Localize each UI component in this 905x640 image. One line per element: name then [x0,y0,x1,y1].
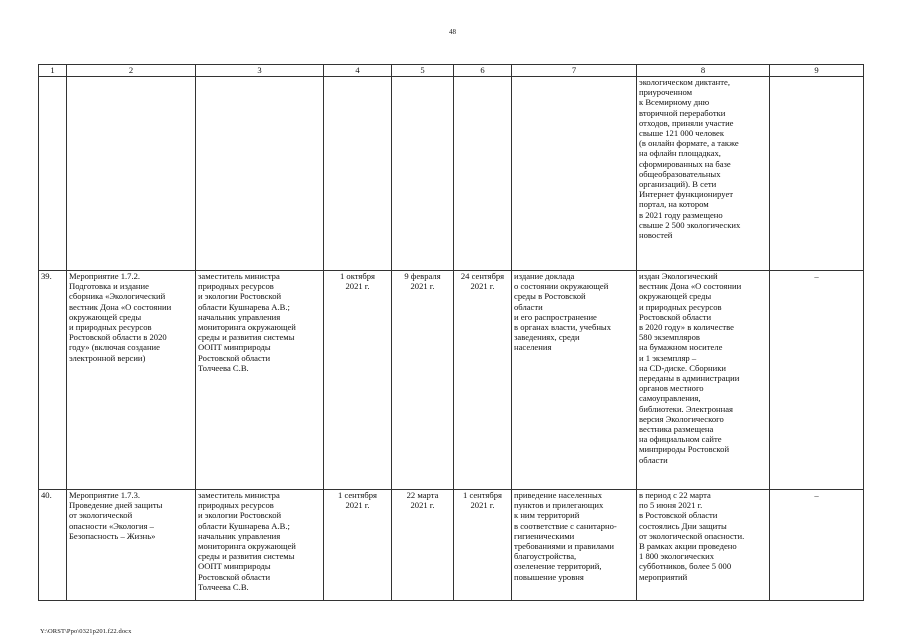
cell-line: и природных ресурсов [639,301,722,312]
cell-line: ООПТ минприроды [198,561,271,572]
report-table [38,64,864,601]
cell-line: на офлайн площадках, [639,148,721,159]
cell-line: в органах власти, учебных [514,322,611,333]
cell-line: 22 марта [406,490,439,500]
cell-line: от экологической опасности. [639,530,745,541]
cell-line: вестник Дона «О состоянии [69,301,172,312]
cell-line: электронной версии) [69,352,146,363]
header-cell-2: 2 [67,65,196,77]
cell-line: 2021 г. [410,500,435,511]
cont-cell-num [39,77,67,271]
cell-line: природных ресурсов [198,500,274,511]
footer-file-path: Y:\ORST\Ppo\0321p201.f22.docx [40,628,132,635]
cell-line: окружающей среды [69,311,142,322]
cell-line: субботников, более 5 000 [639,561,732,572]
cell-line: к ним территорий [514,510,580,521]
cell-line: свыше 121 000 человек [639,128,725,139]
cell-line: 2021 г. [470,281,495,292]
header-cell-7: 7 [512,65,637,77]
cell-line: 1 800 экологических [639,551,715,562]
cell-line: издание доклада [514,271,575,281]
cell-line: 2021 г. [345,281,370,292]
actual-result [637,271,770,490]
cell-line: среды в Ростовской [514,291,586,302]
cell-line: пунктов и прилегающих [514,500,604,511]
event-name [67,271,196,490]
cell-line: Подготовка и издание [69,281,149,292]
cell-line: организаций). В сети [639,179,717,190]
cell-line: 2021 г. [410,281,435,292]
cell-line: 2021 г. [470,500,495,511]
date-start [392,490,454,601]
cont-cell-responsible [196,77,324,271]
cell-line: заместитель министра [198,490,280,500]
cell-line: Безопасность – Жизнь» [69,530,156,541]
cell-line: Толчеева С.В. [198,581,249,592]
cell-line: в соответствие с санитарно- [514,520,617,531]
cell-line: окружающей среды [639,291,712,302]
cell-line: ООПТ минприроды [198,342,271,353]
cell-line: Проведение дней защиты [69,500,163,511]
responsible-person [196,271,324,490]
cell-line: 2021 г. [345,500,370,511]
cell-line: приведение населенных [514,490,603,500]
header-cell-8: 8 [637,65,770,77]
cell-line: органов местного [639,383,704,394]
cell-line: версия Экологического [639,413,724,424]
cell-line: области [639,454,668,465]
cell-line: сборника «Экологический [69,291,166,302]
header-cell-9: 9 [770,65,864,77]
cell-line: на CD-диске. Сборники [639,362,726,373]
cell-line: библиотеки. Электронная [639,403,733,414]
note: – [770,271,864,490]
cell-line: В рамках акции проведено [639,541,737,552]
cell-line: вторичной переработки [639,107,726,118]
cell-line: Ростовской области [198,571,271,582]
cell-line: среды и развития системы [198,332,295,343]
cell-line: повышение уровня [514,571,584,582]
cell-line: области Кушнарева А.В.; [198,301,290,312]
cont-cell-date-plan [324,77,392,271]
header-cell-4: 4 [324,65,392,77]
cell-line: по 5 июня 2021 г. [639,500,703,511]
event-name [67,490,196,601]
cell-line: сформированных на базе [639,158,731,169]
cont-cell-date-end [454,77,512,271]
responsible-person [196,490,324,601]
cell-line: свыше 2 500 экологических [639,219,741,230]
cell-line: новостей [639,230,673,241]
date-plan [324,271,392,490]
cell-line: мониторинга окружающей [198,541,296,552]
cell-line: начальник управления [198,311,281,322]
header-cell-3: 3 [196,65,324,77]
cell-line: состоялись Дни защиты [639,520,727,531]
cell-line: году» (включая создание [69,342,160,353]
cell-line: и природных ресурсов [69,322,152,333]
page-number: 48 [449,28,456,36]
cell-line: в 2021 году размещено [639,209,723,220]
cell-line: мониторинга окружающей [198,322,296,333]
expected-result [512,271,637,490]
cell-line: общеобразовательных [639,168,721,179]
cell-line: о состоянии окружающей [514,281,609,292]
cell-line: и 1 экземпляр – [639,352,697,363]
cell-line: вестник Дона «О состоянии [639,281,742,292]
cell-line: благоустройства, [514,551,577,562]
expected-result [512,490,637,601]
cell-line: мероприятий [639,571,688,582]
cont-cell-date-start [392,77,454,271]
cell-line: и экологии Ростовской [198,291,282,302]
note: – [770,490,864,601]
cell-line: вестника размещена [639,424,714,435]
cell-line: начальник управления [198,530,281,541]
cell-line: к Всемирному дню [639,97,710,108]
cell-line: Толчеева С.В. [198,362,249,373]
cell-line: 9 февраля [404,271,441,281]
actual-result [637,490,770,601]
cell-line: гигиеническими [514,530,575,541]
date-end [454,490,512,601]
cell-line: и его распространение [514,311,597,322]
cell-line: области Кушнарева А.В.; [198,520,290,531]
cell-line: Ростовской области [639,311,712,322]
table-row [39,490,864,601]
header-cell-5: 5 [392,65,454,77]
cont-cell-name [67,77,196,271]
date-start [392,271,454,490]
cell-line: (в онлайн формате, а также [639,138,739,149]
cell-line: самоуправления, [639,393,701,404]
cell-line: озеленение территорий, [514,561,602,572]
table-row [39,271,864,490]
cell-line: природных ресурсов [198,281,274,292]
cell-line: на официальном сайте [639,434,722,445]
cell-line: портал, на котором [639,199,709,210]
cell-line: заведениях, среди [514,332,580,343]
cell-line: Ростовской области [198,352,271,363]
cell-line: Мероприятие 1.7.2. [69,271,141,281]
cell-line: в Ростовской области [639,510,718,521]
cell-line: отходов, приняли участие [639,117,734,128]
cell-line: в период с 22 марта [639,490,711,500]
cell-line: издан Экологический [639,271,718,281]
cell-line: и экологии Ростовской [198,510,282,521]
cell-line: заместитель министра [198,271,280,281]
cell-line: опасности «Экология – [69,520,154,531]
cell-line: населения [514,342,552,353]
date-end [454,271,512,490]
cont-cell-actual-result [637,77,770,271]
date-plan [324,490,392,601]
row-number: 39. [39,271,67,490]
cell-line: Ростовской области в 2020 [69,332,167,343]
cell-line: экологическом диктанте, [639,77,730,87]
cell-line: среды и развития системы [198,551,295,562]
cell-line: 1 сентября [463,490,502,500]
header-row [39,65,864,77]
cell-line: области [514,301,543,312]
cell-line: 1 сентября [338,490,377,500]
cell-line: приуроченном [639,87,693,98]
cont-cell-note [770,77,864,271]
cell-line: Мероприятие 1.7.3. [69,490,141,500]
row-number: 40. [39,490,67,601]
cell-line: 580 экземпляров [639,332,700,343]
cell-line: переданы в администрации [639,373,740,384]
cont-cell-expected [512,77,637,271]
cell-line: Интернет функционирует [639,189,734,200]
cell-line: в 2020 году» в количестве [639,322,734,333]
header-cell-1: 1 [39,65,67,77]
cell-line: от экологической [69,510,133,521]
cell-line: требованиями и правилами [514,541,614,552]
table-row-continuation [39,77,864,271]
cell-line: 24 сентября [460,271,505,281]
header-cell-6: 6 [454,65,512,77]
cell-line: 1 октября [339,271,376,281]
cell-line: минприроды Ростовской [639,444,730,455]
cell-line: на бумажном носителе [639,342,723,353]
